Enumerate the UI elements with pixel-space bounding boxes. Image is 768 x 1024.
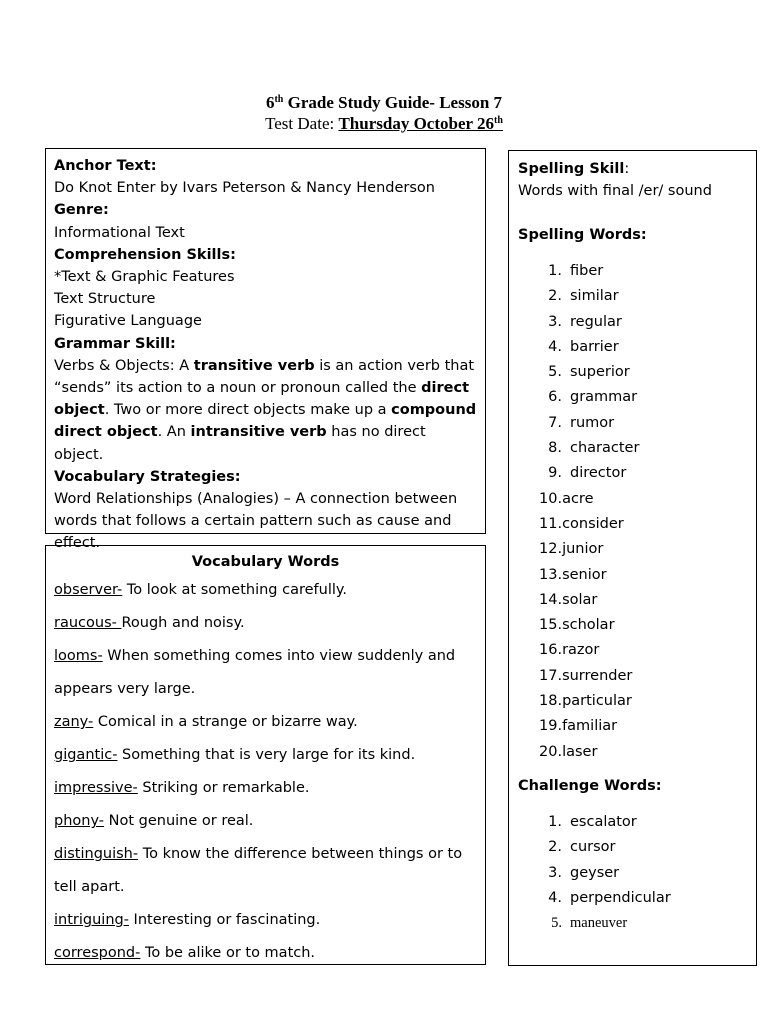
comprehension-label: Comprehension Skills: <box>54 246 236 263</box>
spelling-word-item <box>518 411 747 436</box>
vocab-entry <box>54 607 477 640</box>
vocabulary-strategies-value: Word Relationships (Analogies) – A connection between words that follows a certain pattern such as cause and effect. <box>54 491 458 552</box>
grammar-text: is an action verb that “sends” its action to a noun or pronoun called the <box>54 357 475 397</box>
challenge-word-item <box>518 810 747 835</box>
vocab-entry <box>54 772 477 805</box>
vocab-entry <box>54 640 477 706</box>
challenge-word-item <box>518 911 747 936</box>
spelling-word-item <box>518 360 747 385</box>
list-number: 13. <box>539 566 563 583</box>
list-number: 8. <box>548 440 562 457</box>
list-number: 1. <box>548 263 562 279</box>
vocab-definition: Something that is very large for its kind. <box>117 747 416 763</box>
spelling-word-item <box>518 563 747 588</box>
list-number: 7. <box>548 414 562 431</box>
vocabulary-heading: Vocabulary Words <box>191 554 340 570</box>
spelling-skill-colon: : <box>624 161 630 177</box>
list-number: 1. <box>548 813 562 830</box>
vocab-term: looms- <box>54 648 103 664</box>
page-header <box>0 92 768 134</box>
challenge-word: perpendicular <box>570 889 671 906</box>
list-number: 5. <box>551 915 562 932</box>
spelling-word-item <box>518 664 747 689</box>
test-date-value <box>338 114 502 133</box>
title-text: Grade Study Guide- Lesson 7 <box>287 93 503 112</box>
spelling-word-item <box>518 714 747 739</box>
grammar-text: Verbs & Objects: A <box>54 357 194 374</box>
spelling-skill-label: Spelling Skill <box>518 161 625 177</box>
challenge-word: maneuver <box>570 915 628 932</box>
comprehension-item: Text Structure <box>54 291 156 308</box>
spelling-word: grammar <box>570 389 638 406</box>
spelling-box <box>508 150 757 966</box>
list-number: 9. <box>548 465 562 482</box>
challenge-word-item <box>518 886 747 911</box>
list-number: 15. <box>539 617 563 634</box>
test-date-superscript: th <box>494 115 503 126</box>
genre-value: Informational Text <box>54 224 185 241</box>
spelling-word-item <box>518 512 747 537</box>
spelling-word: surrender <box>562 667 633 684</box>
list-number: 20. <box>539 743 563 760</box>
vocab-term: gigantic- <box>54 747 118 763</box>
challenge-word: cursor <box>570 839 616 856</box>
grammar-label: Grammar Skill: <box>54 335 176 352</box>
spelling-word: rumor <box>570 414 615 431</box>
spelling-word: regular <box>570 313 622 330</box>
spelling-word: fiber <box>570 263 604 279</box>
list-number: 4. <box>548 338 562 355</box>
list-number: 16. <box>539 642 563 659</box>
vocab-definition: To know the difference between things or to tell apart. <box>54 846 463 895</box>
test-date-label: Test Date: <box>265 114 335 133</box>
spelling-word: barrier <box>570 338 619 355</box>
genre-label: Genre: <box>54 202 109 219</box>
list-number: 17. <box>539 667 563 684</box>
vocab-term: intriguing- <box>54 912 129 928</box>
list-number: 2. <box>548 288 562 305</box>
list-number: 14. <box>539 591 563 608</box>
vocab-entry <box>54 904 477 937</box>
list-number: 12. <box>539 541 563 558</box>
spelling-words-label: Spelling Words: <box>518 227 647 243</box>
vocab-term: distinguish- <box>54 846 139 862</box>
spelling-word-item <box>518 740 747 765</box>
vocab-definition: When something comes into view suddenly and appears very large. <box>54 648 456 697</box>
vocab-entry <box>54 838 477 904</box>
list-number: 10. <box>539 490 563 507</box>
anchor-text-value: Do Knot Enter by Ivars Peterson & Nancy Henderson <box>54 180 435 197</box>
vocab-entry <box>54 805 477 838</box>
spelling-word: similar <box>570 288 619 305</box>
spelling-word-item <box>518 487 747 512</box>
list-number: 3. <box>548 313 562 330</box>
vocab-definition: Interesting or fascinating. <box>128 912 321 928</box>
spelling-word-item <box>518 310 747 335</box>
vocab-term: raucous- <box>54 615 122 631</box>
spelling-word: character <box>570 440 640 457</box>
vocab-term: correspond- <box>54 945 141 961</box>
grammar-text: . Two or more direct objects make up a <box>104 402 392 419</box>
challenge-word-list <box>518 810 747 936</box>
challenge-word: geyser <box>570 864 620 881</box>
vocab-definition: To be alike or to match. <box>140 945 316 961</box>
grammar-term-compound: compound direct object <box>54 402 477 441</box>
spelling-word: razor <box>562 642 600 659</box>
spelling-word-item <box>518 436 747 461</box>
spelling-word: superior <box>570 364 630 381</box>
anchor-text-label: Anchor Text: <box>54 158 157 174</box>
test-date-line <box>0 113 768 134</box>
grammar-text: has no direct object. <box>54 424 426 463</box>
spelling-word-item <box>518 259 747 284</box>
grade-superscript: th <box>274 94 284 105</box>
vocab-term: phony- <box>54 813 105 829</box>
vocab-entry <box>54 937 477 970</box>
vocab-definition: Striking or remarkable. <box>137 780 310 796</box>
list-number: 3. <box>548 864 562 881</box>
spelling-word: scholar <box>562 617 615 634</box>
spelling-word: acre <box>562 490 594 507</box>
spelling-word: consider <box>562 515 624 532</box>
challenge-word-item <box>518 861 747 886</box>
spelling-word: junior <box>562 541 604 558</box>
challenge-word-item <box>518 835 747 860</box>
spelling-word: solar <box>562 591 598 608</box>
vocab-term: zany- <box>54 714 94 730</box>
list-number: 18. <box>539 693 563 710</box>
grade-number: 6 <box>265 93 275 112</box>
spelling-word: laser <box>562 743 598 760</box>
spelling-word-item <box>518 335 747 360</box>
comprehension-item: Figurative Language <box>54 313 202 330</box>
vocab-entry <box>54 706 477 739</box>
grammar-term-intransitive: intransitive verb <box>190 424 327 441</box>
spelling-word: senior <box>562 566 607 583</box>
spelling-word: director <box>570 465 627 482</box>
grammar-description <box>54 355 477 466</box>
list-number: 6. <box>548 389 562 406</box>
spelling-word: particular <box>562 693 632 710</box>
page-title <box>0 92 768 113</box>
vocab-definition: Rough and noisy. <box>121 615 245 631</box>
spelling-skill-line <box>518 158 747 180</box>
challenge-word: escalator <box>570 813 637 830</box>
spelling-word-item <box>518 537 747 562</box>
vocab-definition: Comical in a strange or bizarre way. <box>93 714 358 730</box>
list-number: 4. <box>548 889 562 906</box>
grammar-term-transitive: transitive verb <box>193 357 315 374</box>
list-number: 5. <box>548 364 562 381</box>
spelling-word-item <box>518 461 747 486</box>
vocab-entry <box>54 739 477 772</box>
spelling-word-item <box>518 284 747 309</box>
spelling-word-item <box>518 689 747 714</box>
grammar-text: . An <box>157 424 191 441</box>
vocab-term: impressive- <box>54 780 138 796</box>
spelling-word-item <box>518 613 747 638</box>
spelling-word: familiar <box>562 718 618 735</box>
vocab-definition: Not genuine or real. <box>104 813 254 829</box>
test-date-text: Thursday October 26 <box>338 114 495 133</box>
lesson-info-box <box>45 148 486 552</box>
spelling-word-list <box>518 259 747 765</box>
spelling-word-item <box>518 385 747 410</box>
vocab-entry <box>54 574 477 607</box>
vocab-definition: To look at something carefully. <box>122 582 347 598</box>
list-number: 2. <box>548 839 562 856</box>
vocabulary-box <box>45 545 486 965</box>
vocab-term: observer- <box>54 582 123 598</box>
spelling-word-item <box>518 638 747 663</box>
list-number: 19. <box>539 718 563 735</box>
spelling-word-item <box>518 588 747 613</box>
vocabulary-strategies-label: Vocabulary Strategies: <box>54 468 241 485</box>
spelling-skill-value: Words with final /er/ sound <box>518 183 712 199</box>
challenge-words-label: Challenge Words: <box>518 777 662 794</box>
comprehension-item: *Text & Graphic Features <box>54 269 235 286</box>
list-number: 11. <box>539 515 563 532</box>
grammar-term-direct-object: direct object <box>54 380 470 419</box>
